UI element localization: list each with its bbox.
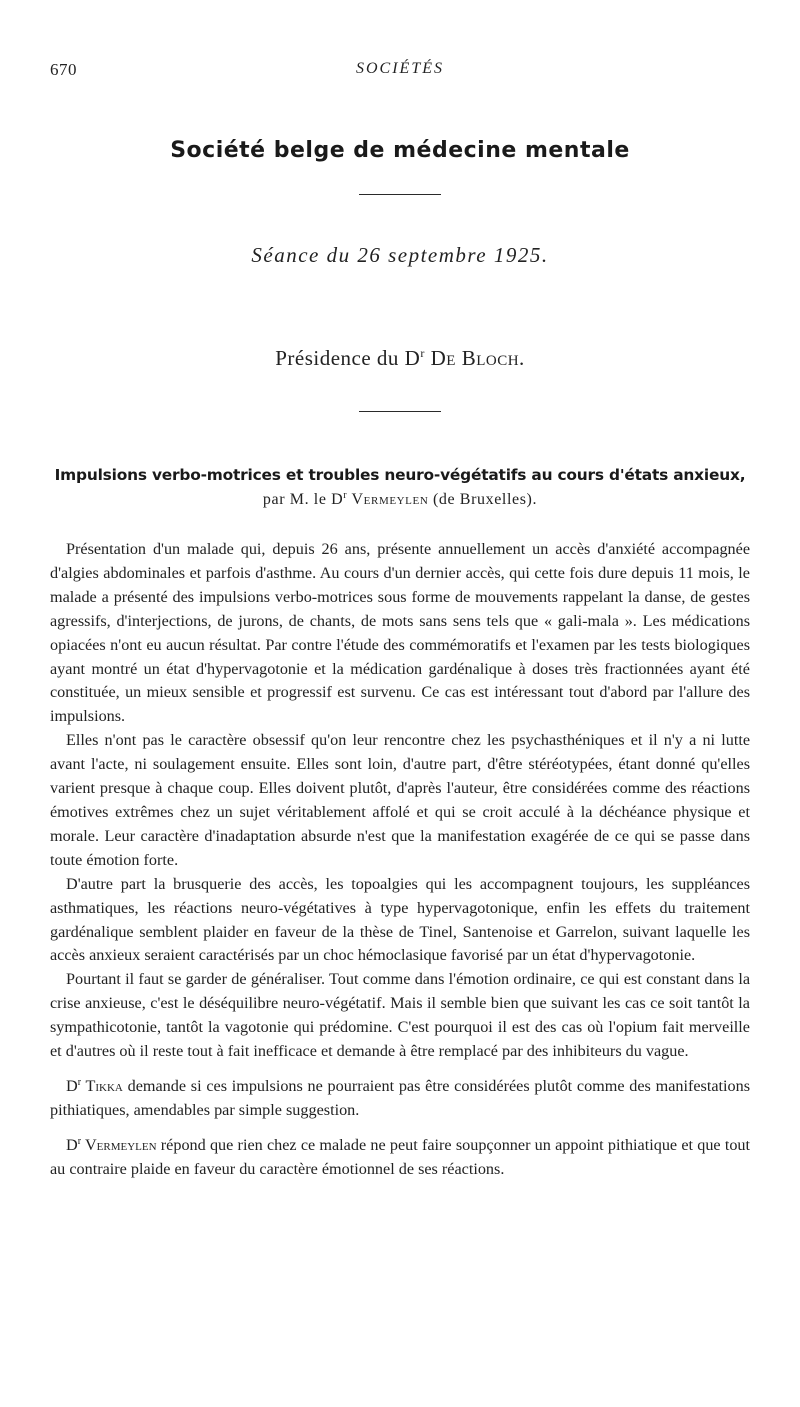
presidency-name: De Bloch. <box>424 346 525 370</box>
speaker-title: D <box>66 1135 78 1154</box>
speaker-name: Tikka <box>81 1076 123 1095</box>
society-title: Société belge de médecine mentale <box>170 138 630 163</box>
body-paragraph: Pourtant il faut se garder de généraliser. Tout comme dans l'émotion ordinaire, ce qui est constant dans la crise anxieuse, c'est le déséquilibre neuro-végétatif. Mais il semble bien que suivant les cas ce soit tantôt la sympathicotonie, tantôt la vagotonie qui prédomine. C'est pourquoi il est des cas où l'opium fait merveille et d'autres où il reste tout à fait inefficace et demande à être remplacé par des inhibiteurs du vague. <box>50 970 750 1061</box>
section-divider <box>359 411 441 412</box>
running-head: SOCIÉTÉS <box>356 60 444 77</box>
section-divider <box>359 194 441 195</box>
byline-sup: r <box>343 490 348 501</box>
byline-prefix: par M. le D <box>262 491 344 508</box>
discussion-text: demande si ces impulsions ne pourraient pas être considérées plutôt comme des manifestations pithiatiques, amendables par simple suggestion. <box>50 1076 751 1119</box>
byline-affiliation: (de Bruxelles). <box>428 491 538 508</box>
body-paragraph: Présentation d'un malade qui, depuis 26 ans, présente annuellement un accès d'anxiété accompagnée d'algies abdominales et parfois d'asthme. Au cours d'un dernier accès, qui cette fois dure depuis 11 mois, le malade a présenté des impulsions verbo-motrices sous forme de mouvements rappelant la danse, de gestes agressifs, d'interjections, de jurons, de chants, de mots sans sens tels que « gali-mala ». Les médications opiacées n'ont eu aucun résultat. Par contre l'étude des commémoratifs et l'examen par les tests biologiques ayant montré un état d'hypervagotonie et la médication gardénalique à doses très fractionnées ayant été constituée, un mieux sensible et progressif est survenu. Ce cas est intéressant tout d'abord par l'allure des impulsions. <box>50 540 750 726</box>
discussion-text: répond que rien chez ce malade ne peut faire soupçonner un appoint pithiatique et que tout au contraire plaide en faveur du caractère émotionnel de ses réactions. <box>50 1135 751 1178</box>
presidency-prefix: Présidence du D <box>275 346 421 370</box>
body-paragraph: D'autre part la brusquerie des accès, les topoalgies qui les accompagnent toujours, les suppléances asthmatiques, les réactions neuro-végétatives à type hypervagotonique, enfin les effets du traitement gardénalique semblent plaider en faveur de la thèse de Tinel, Santenoise et Garrelon, suivant laquelle les accès anxieux seraient caractérisés par un choc hémoclasique favorisé par un état d'hypervagotonie. <box>50 874 750 965</box>
discussion-paragraph <box>50 1130 750 1182</box>
speaker-name: Vermeylen <box>81 1135 157 1154</box>
article-byline <box>0 490 800 509</box>
presidency-sup: r <box>420 346 425 360</box>
discussion-paragraph <box>50 1071 750 1123</box>
article-title: Impulsions verbo-motrices et troubles neuro-végétatifs au cours d'états anxieux, <box>54 466 746 484</box>
presidency-line <box>0 346 800 371</box>
byline-author: Vermeylen <box>347 491 429 508</box>
body-paragraph: Elles n'ont pas le caractère obsessif qu'on leur rencontre chez les psychasthéniques et il n'y a ni lutte avant l'acte, ni soulagement ensuite. Elles sont loin, d'autre part, d'être stéréotypées, étant donné qu'elles varient presque à chaque coup. Elles doivent plutôt, d'après l'auteur, être considérées comme des réactions émotives extrêmes chez un sujet véritablement affolé et qui se croit acculé à la déchéance physique et morale. Leur caractère d'inadaptation absurde n'est que la manifestation exagérée de ce qui se passe dans toute émotion forte. <box>50 731 750 869</box>
speaker-title-sup: r <box>77 1135 82 1147</box>
article-body <box>50 538 750 1182</box>
page-number: 670 <box>50 60 77 79</box>
speaker-title-sup: r <box>77 1076 82 1088</box>
speaker-title: D <box>66 1076 78 1095</box>
session-date: Séance du 26 septembre 1925. <box>251 243 549 267</box>
